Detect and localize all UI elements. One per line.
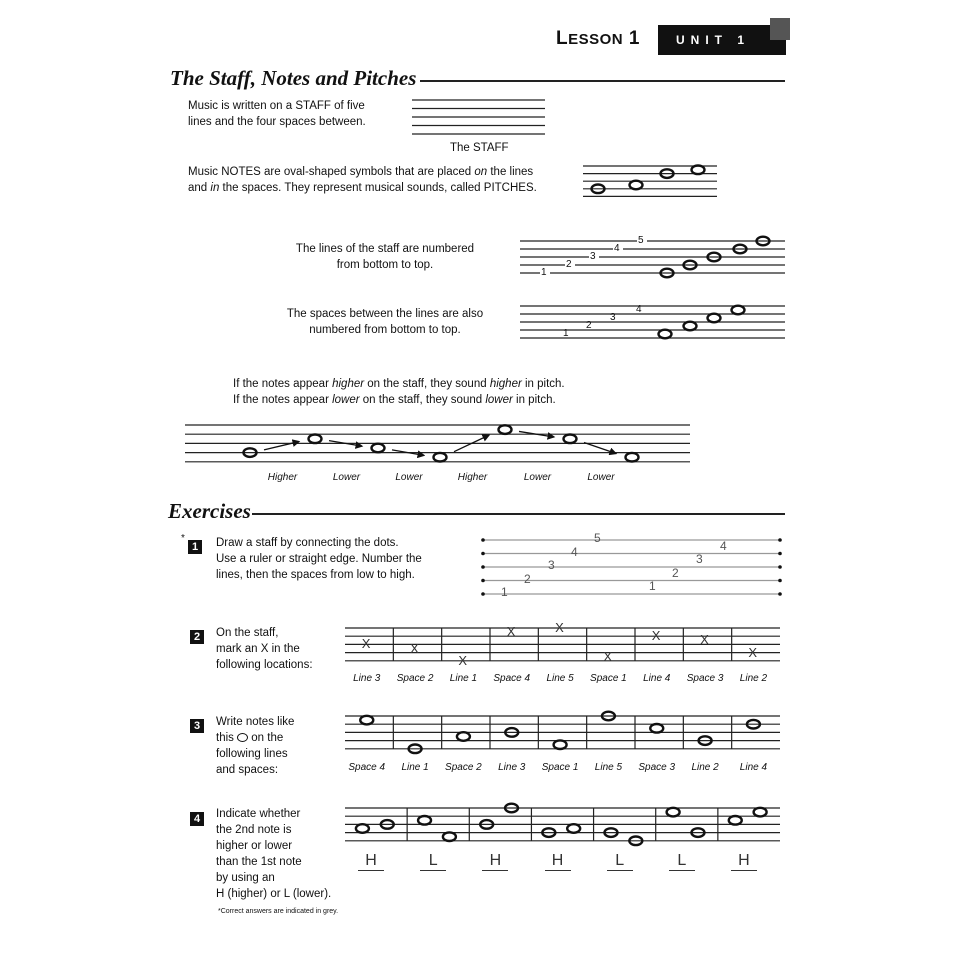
whole-note (729, 816, 742, 825)
location-label: Line 4 (643, 673, 671, 684)
whole-note (732, 306, 745, 315)
answer-letter: L (669, 852, 695, 871)
x-mark: X (651, 628, 661, 644)
line-answer: 3 (548, 558, 555, 572)
line-number-label: 1 (541, 267, 547, 278)
ex1-asterisk: * (181, 533, 185, 544)
whole-note (564, 435, 577, 444)
space-number-label: 1 (563, 328, 569, 339)
location-label: Line 2 (691, 762, 719, 773)
line-answer: 4 (571, 544, 578, 559)
line-answer: 1 (501, 585, 508, 599)
pitch-label: Lower (395, 472, 423, 483)
x-mark: X (361, 636, 371, 652)
location-label: Line 3 (353, 673, 381, 684)
exercises-title: Exercises (168, 499, 251, 523)
whole-note (309, 435, 322, 444)
whole-note (650, 724, 663, 733)
staff-dot (778, 552, 782, 556)
staff-dot (778, 592, 782, 596)
answer-letter: H (545, 852, 571, 871)
x-mark: X (603, 648, 613, 664)
staff-dot (778, 579, 782, 583)
whole-note (684, 322, 697, 331)
location-label: Space 4 (348, 762, 386, 773)
location-label: Line 1 (401, 762, 429, 773)
space-answer: 2 (672, 565, 679, 580)
line-number-label: 4 (614, 243, 620, 254)
location-label: Space 3 (686, 673, 724, 684)
staff-caption: The STAFF (450, 142, 509, 154)
answer-letter: H (482, 852, 508, 871)
answer-letter: H (731, 852, 757, 871)
whole-note (499, 425, 512, 434)
space-answer: 3 (696, 552, 703, 567)
space-number-label: 4 (636, 304, 642, 315)
x-mark: X (458, 652, 468, 668)
space-number-label: 2 (586, 320, 592, 331)
location-label: Line 5 (546, 673, 574, 684)
ex3-instructions: Write notes like this on the following lines and spaces: (216, 716, 295, 776)
line-number-label: 2 (566, 259, 572, 270)
lines-description: The lines of the staff are numbered from bottom to top. (295, 243, 475, 271)
location-label: Space 4 (493, 673, 531, 684)
staff-dot (481, 592, 485, 596)
staff-dot (778, 538, 782, 542)
line-answer: 5 (594, 531, 601, 545)
staff-dot (778, 565, 782, 569)
whole-note (418, 816, 431, 825)
whole-note (667, 808, 680, 817)
staff-dot (481, 579, 485, 583)
line-number-label: 5 (638, 235, 644, 246)
staff-dot (481, 552, 485, 556)
staff-dot (481, 565, 485, 569)
section-title: The Staff, Notes and Pitches (170, 66, 417, 90)
x-mark: X (410, 640, 419, 656)
whole-note (754, 808, 767, 817)
space-answer: 4 (720, 538, 727, 553)
space-number-label: 3 (610, 312, 616, 323)
answer-letter: H (358, 852, 384, 871)
ex4-number: 4 (190, 812, 204, 826)
whole-note (626, 453, 639, 462)
space-answer: 1 (649, 579, 656, 594)
whole-note (708, 314, 721, 323)
whole-note (360, 716, 373, 725)
ex1-instructions: Draw a staff by connecting the dots. Use a ruler or straight edge. Number the lines, then the spaces from low to high. (216, 537, 422, 581)
footnote: *Correct answers are indicated in grey. (218, 908, 339, 915)
location-label: Space 3 (638, 762, 676, 773)
line-number-label: 3 (590, 251, 596, 262)
unit-badge: UNIT 1 (658, 25, 786, 55)
location-label: Line 3 (498, 762, 526, 773)
pitch-label: Lower (332, 472, 361, 483)
whole-note (443, 832, 456, 841)
notes-description: Music NOTES are oval-shaped symbols that are placed on the lines and in the spaces. They represent musical sounds, called PITCHES. (188, 166, 537, 194)
pitch-label: Higher (457, 472, 488, 483)
line-answer: 2 (524, 571, 531, 586)
answer-letter: L (420, 852, 446, 871)
ex4-instructions: Indicate whether the 2nd note is higher or lower than the 1st note by using an H (higher) or L (lower). (216, 808, 332, 900)
pitch-label: Higher (267, 472, 298, 483)
pitch-description: If the notes appear higher on the staff, they sound higher in pitch. If the notes appear lower on the staff, they sound lower in pitch. (233, 378, 565, 406)
pitch-label: Lower (587, 472, 615, 483)
whole-note (692, 166, 705, 175)
location-label: Line 1 (449, 673, 478, 684)
ex2-instructions: On the staff, mark an X in the following locations: (216, 627, 313, 671)
staff-description: Music is written on a STAFF of five lines and the four spaces between. (188, 100, 366, 128)
ex1-number: 1 (188, 540, 202, 554)
lesson-heading: LESSON 1 (556, 28, 640, 49)
whole-note (434, 453, 447, 462)
location-label: Line 4 (739, 762, 768, 773)
location-label: Space 1 (541, 762, 579, 773)
whole-note (554, 740, 567, 749)
x-mark: X (555, 620, 564, 635)
pitch-arrow (584, 442, 616, 453)
spaces-description: The spaces between the lines are also numbered from bottom to top. (286, 308, 484, 336)
x-mark: X (506, 624, 516, 640)
whole-note (630, 181, 643, 190)
location-label: Space 1 (590, 673, 627, 684)
location-label: Space 2 (445, 762, 482, 773)
ex3-number: 3 (190, 719, 204, 733)
whole-note (567, 824, 580, 833)
whole-note (659, 330, 672, 339)
pitch-label: Lower (523, 472, 552, 483)
answer-letter: L (607, 852, 633, 871)
x-mark: X (748, 644, 758, 660)
whole-note (457, 732, 470, 741)
ex2-number: 2 (190, 630, 204, 644)
location-label: Line 2 (739, 673, 768, 684)
x-mark: X (700, 632, 709, 648)
location-label: Line 5 (594, 762, 623, 773)
staff-dot (481, 538, 485, 542)
whole-note (372, 444, 385, 453)
location-label: Space 2 (396, 673, 434, 684)
whole-note (356, 824, 369, 833)
